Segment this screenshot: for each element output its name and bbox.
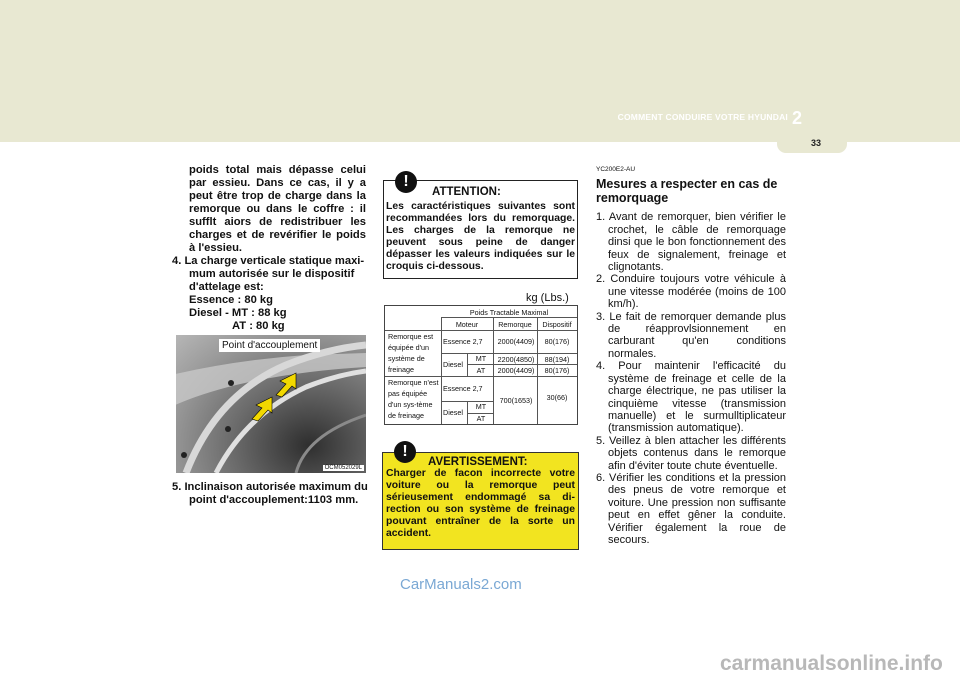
watermark-carmanuals2: CarManuals2.com — [400, 576, 522, 593]
row1-mt-remorque: 2200(4850) — [497, 355, 535, 364]
row1-mt: MT — [475, 354, 487, 363]
avertissement-box — [382, 443, 579, 550]
left-column-bottom — [172, 481, 372, 507]
row2-essence: Essence 2,7 — [443, 384, 483, 393]
chapter-number: 2 — [792, 108, 803, 128]
row2-mt: MT — [475, 402, 487, 411]
list-item: 5. Veillez à blen attacher les différents objets contenus dans le remorque afin d'éviter toute chute éventuelle. — [596, 434, 786, 472]
row1-essence-remorque: 2000(4409) — [497, 337, 535, 346]
photo-code: OCM052029L — [324, 465, 362, 471]
row2-label-3: d'un sys-tème — [388, 400, 433, 409]
row1-at-dispositif: 80(176) — [544, 366, 570, 375]
list-item: 1. Avant de remorquer, bien vérifier le crochet, le câble de remorquage dinsi que le bon fonctionnement des feux de signalement, freinage et clignotants. — [596, 211, 786, 274]
left-column — [172, 164, 366, 333]
row1-label-3: système de — [388, 354, 425, 363]
list-item: 3. Le fait de remorquer demande plus de réapprovlsionnement en carburant qu'en conditions normales. — [596, 310, 786, 360]
attention-title: ATTENTION: — [432, 186, 501, 198]
photo-label: Point d'accouplement — [219, 339, 320, 352]
row1-essence-dispositif: 80(176) — [544, 337, 570, 346]
coupling-photo-illustration — [176, 335, 366, 473]
table-header-dispositif: Dispositif — [542, 320, 572, 329]
row1-essence: Essence 2,7 — [443, 337, 483, 346]
warning-exclamation-icon: ! — [395, 171, 417, 193]
row2-label-4: de freinage — [388, 411, 424, 420]
row2-dispositif: 30(66) — [546, 393, 568, 402]
attention-box — [383, 173, 578, 279]
row2-label-2: pas équipée — [388, 389, 428, 398]
table-header-main: Poids Tractable Maximal — [469, 308, 549, 317]
item-4-text: 4. La charge verticale statique maxi- mum autorisée sur le dispositif d'attelage est: — [172, 255, 365, 293]
watermark-carmanualsonline: carmanualsonline.info — [720, 652, 943, 675]
page-number-tab — [777, 135, 847, 153]
page-number: 33 — [810, 138, 821, 148]
row1-label-4: freinage — [388, 365, 414, 374]
row1-diesel: Diesel — [443, 360, 463, 369]
row2-diesel: Diesel — [443, 408, 463, 417]
right-column — [596, 164, 786, 546]
attention-text: Les caractéristiques suivantes sont recommandées lors du remorquage. Les charges de la remorque ne peuvent sous peine de danger dépasser les valeurs indiquées sur le croquis ci-dessous. — [386, 201, 575, 272]
section-title: COMMENT CONDUIRE VOTRE HYUNDAI — [617, 112, 788, 122]
row2-at: AT — [476, 414, 486, 423]
towing-capacity-table — [384, 305, 578, 425]
avertissement-text: Charger de facon incorrecte votre voiture ou la remorque peut sérieusement endommagé sa di- rection ou son système de freinage pouvant entraîner de la sorte un accident. — [386, 468, 575, 539]
row1-at-remorque: 2000(4409) — [497, 366, 535, 375]
section-code: YC200E2-AU — [596, 166, 636, 173]
continued-paragraph: poids total mais dépasse celui par essieu. Dans ce cas, il y a peut être trop de charge dans la remorque ou dans le coffre : il sufflt aiors de redistribuer les charges et de revérifier le poids à l'essieu. — [189, 164, 366, 254]
section-heading: Mesures a respecter en cas de remorquage — [596, 177, 778, 206]
row1-mt-dispositif: 88(194) — [544, 355, 570, 364]
coupling-point-photo — [176, 335, 366, 473]
item-5-text: 5. Inclinaison autorisée maximum du point d'accouplement:1103 mm. — [172, 481, 368, 506]
list-item: 4. Pour maintenir l'efficacité du système de freinage et celle de la charge électrique, ne pas utiliser la cinquième vitesse (transmission manuelle) et le surmulltiplicateur (transmission automatique). — [596, 360, 786, 435]
list-item: 6. Vérifier les conditions et la pression des pneus de votre remorque et voiture. Une pression non suffisante peut en effet gêner la conduite. Vérifier également la roue de secours. — [596, 471, 786, 546]
towing-rules-list — [596, 211, 786, 546]
table-unit: kg (Lbs.) — [526, 292, 569, 304]
page-header-band — [0, 0, 960, 142]
warning-exclamation-icon: ! — [394, 441, 416, 463]
row1-label-1: Remorque est — [388, 332, 434, 341]
row2-remorque: 700(1653) — [499, 396, 533, 405]
table-header-moteur: Moteur — [455, 320, 479, 329]
item-4-diesel-mt: Diesel - MT : 88 kg — [189, 307, 287, 319]
table-header-remorque: Remorque — [498, 320, 532, 329]
item-4-diesel-at: AT : 80 kg — [232, 320, 285, 332]
avertissement-title: AVERTISSEMENT: — [428, 456, 528, 468]
list-item: 2. Conduire toujours votre véhicule à une vitesse modérée (moins de 100 km/h). — [596, 273, 786, 311]
row2-label-1: Remorque n'est — [388, 378, 439, 387]
item-4-essence: Essence : 80 kg — [189, 294, 273, 306]
row1-at: AT — [476, 366, 486, 375]
row1-label-2: équipée d'un — [388, 343, 429, 352]
